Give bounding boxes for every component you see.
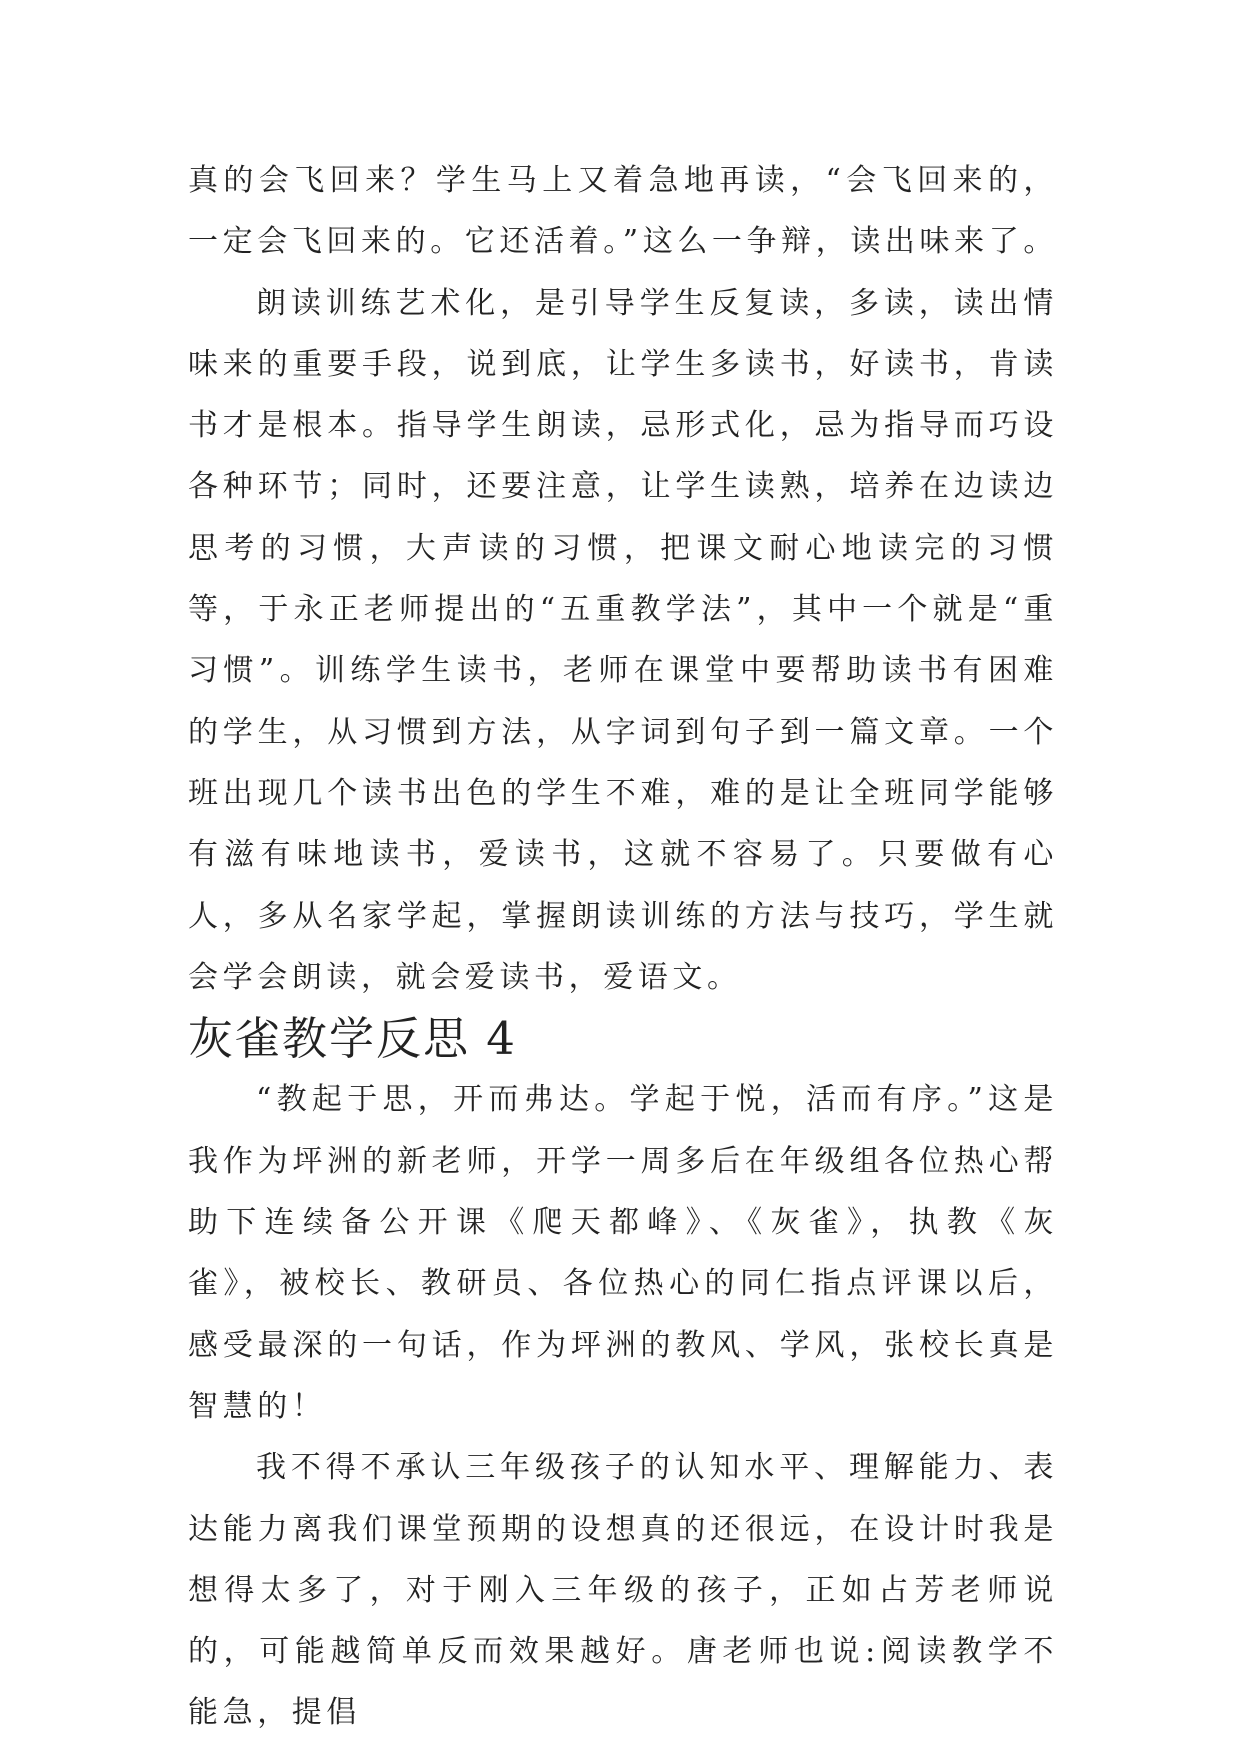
paragraph-continuation: 真的会飞回来？学生马上又着急地再读，“会飞回来的，一定会飞回来的。它还活着。”这么一争辩，读出味来了。 <box>188 163 1058 260</box>
section-title: 灰雀教学反思 4 <box>188 1012 517 1066</box>
paragraph-reflection-body: 我不得不承认三年级孩子的认知水平、理解能力、表达能力离我们课堂预期的设想真的还很远，在设计时我是想得太多了，对于刚入三年级的孩子，正如占芳老师说的，可能越简单反而效果越好。唐老师也说:阅读教学不能急，提倡 <box>188 1450 1058 1731</box>
document-body <box>188 150 1058 1744</box>
paragraph-reading-training: 朗读训练艺术化，是引导学生反复读，多读，读出情味来的重要手段，说到底，让学生多读书，好读书，肯读书才是根本。指导学生朗读，忌形式化，忌为指导而巧设各种环节；同时，还要注意，让学生读熟，培养在边读边思考的习惯，大声读的习惯，把课文耐心地读完的习惯等，于永正老师提出的“五重教学法”，其中一个就是“重习惯”。训练学生读书，老师在课堂中要帮助读书有困难的学生，从习惯到方法，从字词到句子到一篇文章。一个班出现几个读书出色的学生不难，难的是让全班同学能够有滋有味地读书，爱读书，这就不容易了。只要做有心人，多从名家学起，掌握朗读训练的方法与技巧，学生就会学会朗读，就会爱读书，爱语文。 <box>188 285 1058 995</box>
paragraph-reflection-intro: “教起于思，开而弗达。学起于悦，活而有序。”这是我作为坪洲的新老师，开学一周多后在年级组各位热心帮助下连续备公开课《爬天都峰》、《灰雀》，执教《灰雀》，被校长、教研员、各位热心的同仁指点评课以后，感受最深的一句话，作为坪洲的教风、学风，张校长真是智慧的！ <box>188 1082 1058 1424</box>
